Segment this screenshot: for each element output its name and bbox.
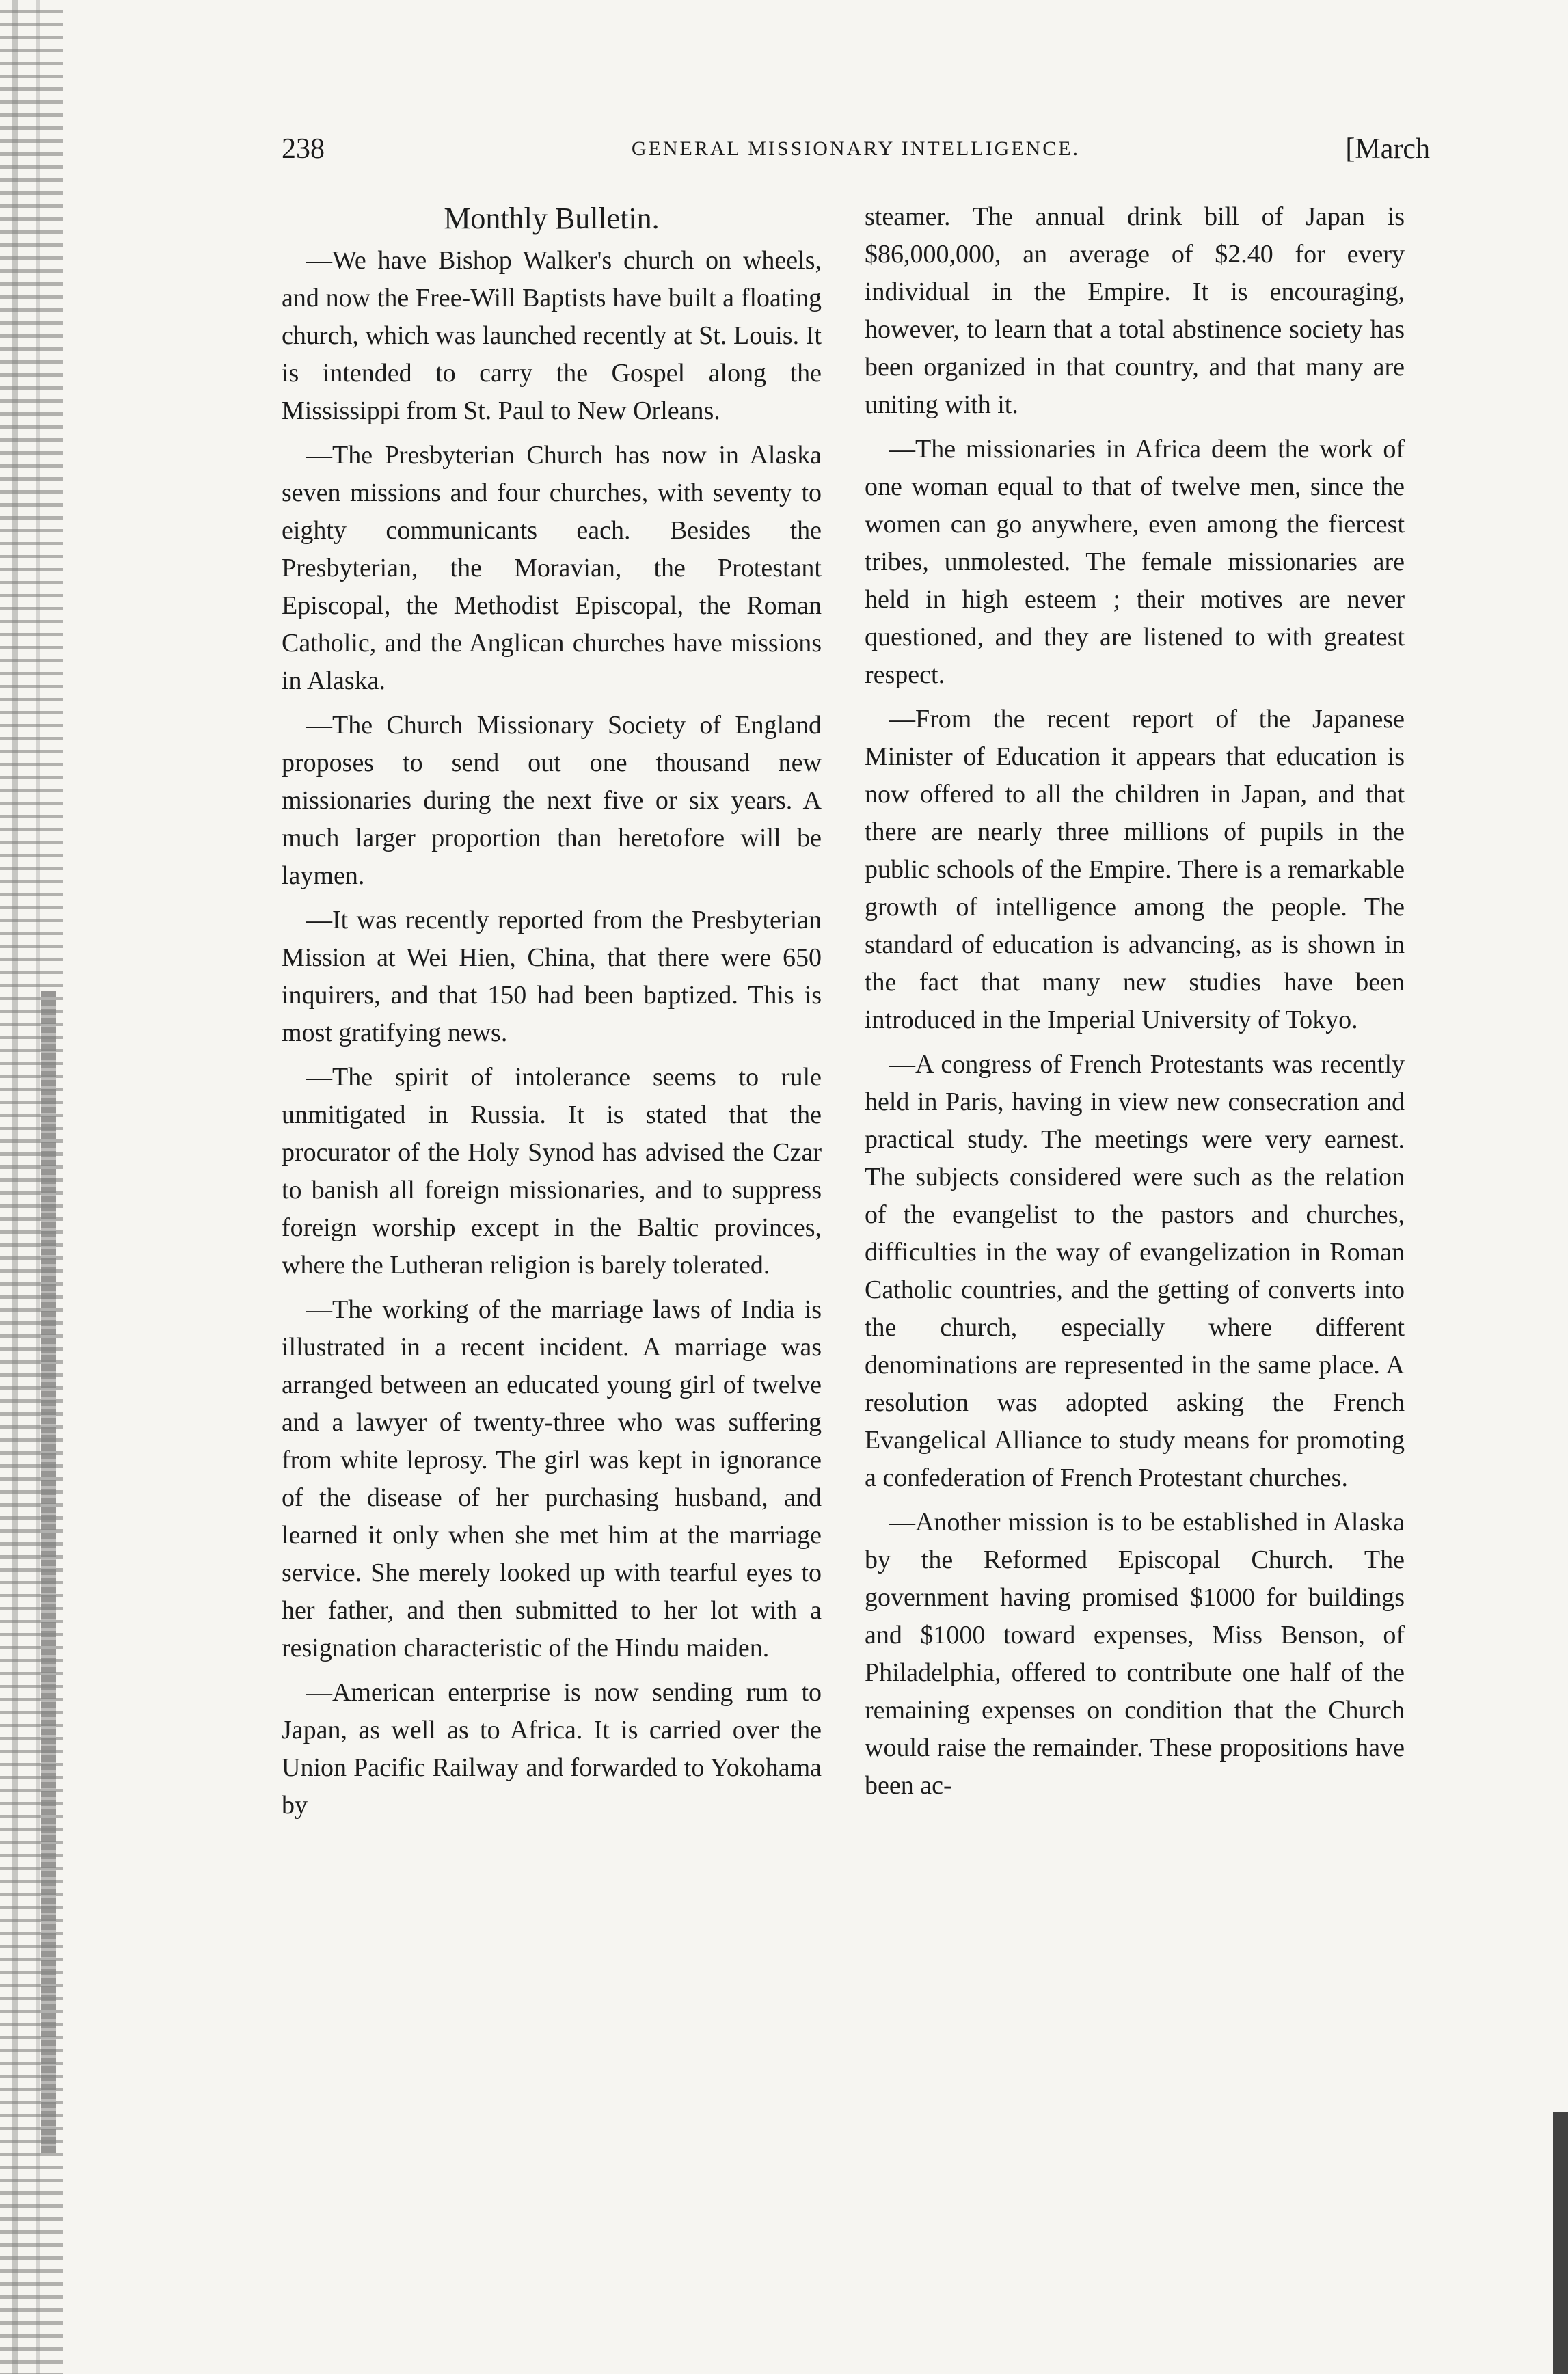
page-number: 238 [282, 133, 325, 165]
page-edge-shadow-right [1547, 2112, 1568, 2374]
paragraph-africa-women: —The missionaries in Africa deem the work of one woman equal to that of twelve men, since the women can go anywhere, even among the fiercest tribes, unmolested. The female missionaries are held in high esteem ; their motives are never questioned, and they are listened to with greatest respect. [865, 435, 1405, 689]
section-heading: Monthly Bulletin. [444, 202, 660, 235]
paragraph-french-protestants: —A congress of French Protestants was recently held in Paris, having in view new consecration and practical study. The meetings were very earnest. The subjects considered were such as the relation of the evangelist to the pastors and churches, difficulties in the way of evangelization in Roman Catholic countries, and the getting of converts into the church, especially where different denominations are represented in the same place. A resolution was adopted asking the French Evangelical Alliance to study means for promoting a confederation of French Protestant churches. [865, 1050, 1405, 1492]
paragraph-rum-to-japan: —American enterprise is now sending rum to Japan, as well as to Africa. It is carried over the Union Pacific Railway and forwarded to Yokohama by [282, 1678, 822, 1820]
paragraph-drink-bill-continued: steamer. The annual drink bill of Japan is $86,000,000, an average of $2.40 for every individual in the Empire. It is encouraging, however, to learn that a total abstinence society has been organized in that country, and that many are uniting with it. [865, 202, 1405, 419]
paragraph-alaska-reformed-episcopal: —Another mission is to be established in Alaska by the Reformed Episcopal Church. The government having promised $1000 for buildings and $1000 toward expenses, Miss Benson, of Philadelphia, offered to contribute one half of the remaining expenses on condition that the Church would raise the remainder. These propositions have been ac- [865, 1508, 1405, 1800]
right-column [865, 198, 1405, 1811]
paragraph-wei-hien: —It was recently reported from the Presbyterian Mission at Wei Hien, China, that there were 650 inquirers, and that 150 had been baptized. This is most gratifying news. [282, 906, 822, 1047]
left-column [282, 198, 822, 1831]
paragraph-floating-church: —We have Bishop Walker's church on wheels, and now the Free-Will Baptists have built a floating church, which was launched recently at St. Louis. It is intended to carry the Gospel along the Mississippi from St. Paul to New Orleans. [282, 246, 822, 425]
paragraph-india-marriage: —The working of the marriage laws of India is illustrated in a recent incident. A marriage was arranged between an educated young girl of twelve and a lawyer of twenty-three who was suffering from white leprosy. The girl was kept in ignorance of the disease of her purchasing husband, and learned it only when she met him at the marriage service. She merely looked up with tearful eyes to her father, and then submitted to her lot with a resignation characteristic of the Hindu maiden. [282, 1295, 822, 1662]
running-title: GENERAL MISSIONARY INTELLIGENCE. [631, 137, 1081, 160]
running-header [282, 129, 1430, 170]
issue-month: [March [1345, 133, 1430, 165]
paragraph-alaska-missions: —The Presbyterian Church has now in Alaska seven missions and four churches, with seventy to eighty communicants each. Besides the Presbyterian, the Moravian, the Protestant Episcopal, the Methodist Episcopal, the Roman Catholic, and the Anglican churches have missions in Alaska. [282, 441, 822, 695]
paragraph-japan-education: —From the recent report of the Japanese Minister of Education it appears that education is now offered to all the children in Japan, and that there are nearly three millions of pupils in the public schools of the Empire. There is a remarkable growth of intelligence among the people. The standard of education is advancing, as is shown in the fact that many new studies have been introduced in the Imperial University of Tokyo. [865, 705, 1405, 1034]
page-edge-shadow-left [0, 0, 63, 2374]
paragraph-church-missionary-society: —The Church Missionary Society of England proposes to send out one thousand new missionaries during the next five or six years. A much larger proportion than heretofore will be laymen. [282, 711, 822, 890]
paragraph-russia-intolerance: —The spirit of intolerance seems to rule unmitigated in Russia. It is stated that the procurator of the Holy Synod has advised the Czar to banish all foreign missionaries, and to suppress foreign worship except in the Baltic provinces, where the Lutheran religion is barely tolerated. [282, 1063, 822, 1280]
